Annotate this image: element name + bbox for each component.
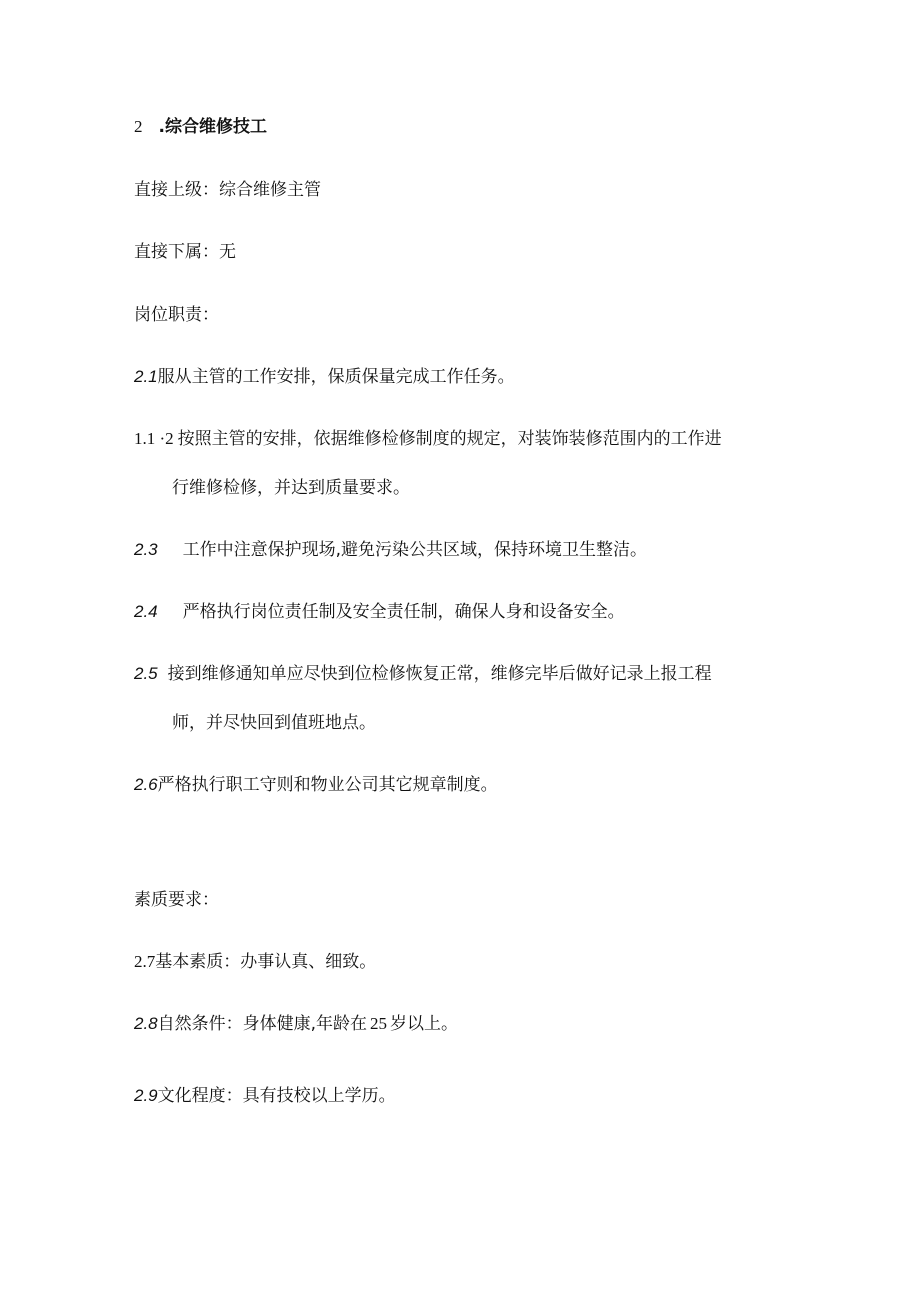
duty-number: 2.5 (134, 664, 158, 683)
duty-number: 2.4 (134, 602, 158, 621)
duty-text: 严格执行职工守则和物业公司其它规章制度。 (157, 775, 498, 795)
requirement-text-suffix: 岁以上。 (390, 1014, 459, 1034)
duty-item (134, 601, 625, 623)
requirement-number: 2.8 (134, 1014, 158, 1033)
duty-number: 2.6 (134, 775, 158, 794)
requirement-number: 2.9 (134, 1086, 158, 1105)
direct-subordinate: 直接下属：无 (134, 242, 236, 262)
section-title: .综合维修技工 (158, 117, 267, 137)
duty-item (134, 663, 712, 685)
duty-number: 1.1 ·2 (134, 429, 174, 448)
duty-text: 按照主管的安排，依据维修检修制度的规定，对装饰装修范围内的工作进 (177, 429, 722, 449)
duty-text: 工作中注意保护现场,避免污染公共区域，保持环境卫生整洁。 (182, 540, 648, 560)
duty-item (134, 539, 647, 561)
duty-text: 严格执行岗位责任制及安全责任制，确保人身和设备安全。 (182, 602, 625, 622)
requirement-item (134, 1085, 396, 1107)
duty-text: 服从主管的工作安排，保质保量完成工作任务。 (157, 367, 515, 387)
requirement-text: 文化程度：具有技校以上学历。 (157, 1086, 396, 1106)
duty-text: 接到维修通知单应尽快到位检修恢复正常，维修完毕后做好记录上报工程 (167, 664, 712, 684)
requirement-number: 2.7 (134, 952, 156, 971)
duty-number: 2.1 (134, 367, 158, 386)
requirement-age: 25 (370, 1014, 388, 1033)
duty-item (134, 428, 722, 450)
requirements-label: 素质要求： (134, 890, 219, 910)
duties-label: 岗位职责： (134, 305, 219, 325)
duty-text-continuation: 行维修检修，并达到质量要求。 (172, 478, 410, 498)
duty-item (134, 366, 515, 388)
requirement-text: 自然条件：身体健康,年龄在 (157, 1014, 368, 1034)
duty-number: 2.3 (134, 540, 158, 559)
duty-item (134, 774, 498, 796)
direct-superior: 直接上级：综合维修主管 (134, 180, 321, 200)
section-number: 2 (134, 117, 143, 136)
section-heading (134, 116, 267, 138)
requirement-item (134, 951, 376, 973)
requirement-text: 基本素质：办事认真、细致。 (155, 952, 377, 972)
requirement-item (134, 1013, 458, 1035)
duty-text-continuation: 师，并尽快回到值班地点。 (172, 713, 376, 733)
